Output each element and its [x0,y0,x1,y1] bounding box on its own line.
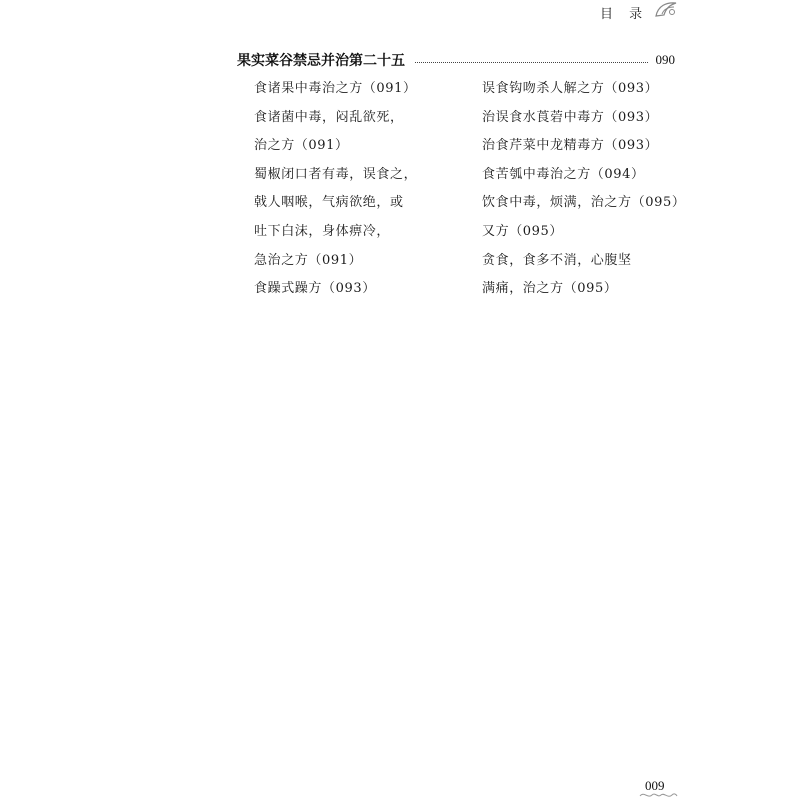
toc-entry[interactable]: 又方（095） [482,223,564,239]
footer-ornament-icon [638,790,678,800]
toc-entry[interactable]: 急治之方（091） [254,252,363,268]
toc-entry[interactable]: 治误食水莨菪中毒方（093） [482,109,659,125]
chapter-page-number: 090 [655,52,675,67]
toc-entry[interactable]: 饮食中毒，烦满，治之方（095） [482,195,686,211]
toc-entry[interactable]: 治食芹菜中龙精毒方（093） [482,138,659,154]
toc-entry[interactable]: 食躁式躁方（093） [254,281,376,297]
toc-right-column [482,79,697,308]
toc-entry[interactable]: 食苦瓠中毒治之方（094） [482,166,645,182]
dot-leader [415,62,648,63]
header-ornament-icon [654,0,678,18]
toc-chapter-entry[interactable] [237,50,675,70]
toc-entry[interactable]: 食诸菌中毒，闷乱欲死， [254,109,404,125]
toc-left-column [254,79,469,308]
toc-entry[interactable]: 满痛，治之方（095） [482,281,618,297]
chapter-title: 果实菜谷禁忌并治第二十五 [237,53,405,69]
running-header-title: 目 录 [600,6,649,22]
toc-entry[interactable]: 误食钩吻杀人解之方（093） [482,81,659,96]
toc-entry[interactable]: 治之方（091） [254,138,349,154]
toc-entry[interactable]: 食诸果中毒治之方（091） [254,81,417,96]
toc-entry[interactable]: 贪食，食多不消，心腹坚 [482,252,632,268]
page-number: 009 [645,778,665,793]
toc-entry[interactable]: 戟人咽喉，气病欲绝，或 [254,195,404,211]
toc-entry[interactable]: 蜀椒闭口者有毒，误食之， [254,166,418,182]
toc-entry[interactable]: 吐下白沫，身体痹冷， [254,223,391,239]
